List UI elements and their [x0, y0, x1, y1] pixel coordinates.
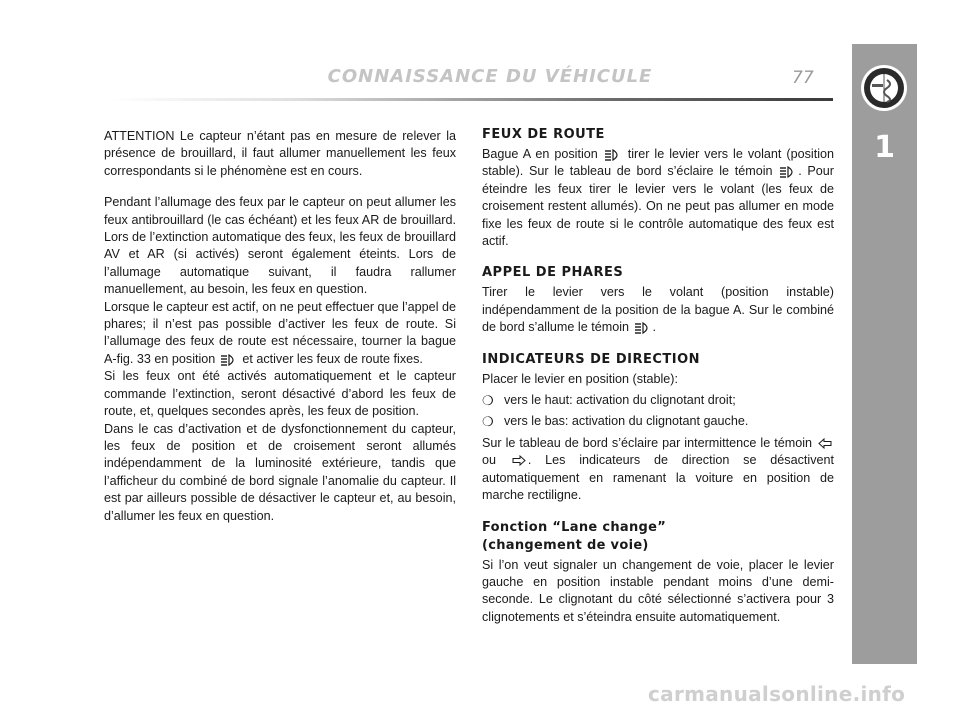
list-item — [482, 392, 834, 409]
header-divider — [110, 98, 833, 101]
turn-right-arrow-icon — [512, 455, 526, 466]
body-paragraph — [482, 146, 834, 250]
body-paragraph: Pendant l’allumage des feux par le capteur on peut allumer les feux antibrouillard (le cas échéant) et les feux AR de brouillard. Lors de l’extinction automatique des feux, les feux de brouillard AV et AR (si activés) seront également éteints. Lors de l’allumage automatique suivant, il faudra rallumer manuellement, au besoin, les feux en question. — [104, 195, 456, 297]
section-heading-appel-de-phares: APPEL DE PHARES — [482, 265, 624, 281]
high-beam-icon — [780, 166, 796, 178]
high-beam-icon — [635, 322, 651, 334]
alfa-romeo-logo — [860, 64, 908, 112]
section-heading-indicateurs: INDICATEURS DE DIRECTION — [482, 351, 701, 367]
heading-line: (changement de voie) — [482, 537, 649, 553]
text-fragment: tirer le levier vers le volant (position stable). Sur le tableau de bord s’éclaire le témoin — [482, 147, 835, 179]
right-column — [482, 126, 834, 640]
body-paragraph — [482, 284, 834, 336]
text-fragment: Bague A en position — [482, 147, 598, 161]
body-paragraph: Si les feux ont été activés automatiquement et le capteur commande l’extinction, seront désactivé d’abord les feux de route, et, quelques secondes après, les feux de position. — [104, 369, 456, 419]
text-fragment: Sur le tableau de bord s’éclaire par intermittence le témoin — [482, 435, 812, 450]
bullet-circle-icon: ❍ — [482, 414, 494, 430]
text-fragment: Tirer le levier vers le volant (position instable) indépendamment de la position de la bague A. Sur le combiné de bord s’allume le témoin — [482, 285, 834, 335]
text-fragment: ou — [482, 453, 497, 468]
high-beam-icon — [605, 149, 621, 161]
page-section-title: CONNAISSANCE DU VÉHICULE — [327, 66, 653, 87]
heading-line: Fonction “Lane change” — [482, 519, 667, 535]
body-paragraph: Placer le levier en position (stable): — [482, 371, 678, 386]
watermark: carmanualsonline.info — [648, 682, 906, 706]
list-item-text: vers le haut: activation du clignotant droit; — [504, 393, 736, 408]
text-fragment: . Les indicateurs de direction se désactivent automatiquement en ramenant la voiture en position de marche rectiligne. — [482, 453, 834, 503]
chapter-number: 1 — [874, 130, 895, 165]
turn-left-arrow-icon — [818, 438, 832, 449]
high-beam-icon — [221, 354, 237, 366]
attention-paragraph: ATTENTION Le capteur n’étant pas en mesure de relever la présence de brouillard, il faut allumer manuellement les feux correspondants si le phénomène est en cours. — [104, 129, 456, 178]
list-item-text: vers le bas: activation du clignotant gauche. — [504, 414, 749, 429]
text-fragment: . — [652, 320, 657, 335]
bullet-circle-icon: ❍ — [482, 393, 494, 409]
body-paragraph — [482, 435, 834, 505]
body-paragraph: Si l’on veut signaler un changement de voie, placer le levier gauche en position instable pendant moins d’une demi-seconde. Le clignotant du côté sélectionné s’activera pour 3 clignotements et s’éteindra ensuite automatiquement. — [482, 557, 834, 624]
page-number: 77 — [792, 68, 814, 88]
text-fragment: et activer les feux de route fixes. — [242, 351, 423, 366]
text-fragment: . Pour éteindre les feux tirer le levier vers le volant (les feux de croisement restent allumés). On ne peut pas allumer en mode fixe les feux de route si le contrôle automatique des feux est actif. — [482, 164, 834, 249]
text-fragment: Lorsque le capteur est actif, on ne peut effectuer que l’appel de phares; il n’est pas possible d’activer les feux de route. Si l’allumage des feux de route est nécessaire, tourner la bague A-fig. 33 en position — [104, 299, 456, 366]
body-paragraph — [104, 299, 456, 369]
list-item — [482, 413, 834, 430]
body-paragraph: Dans le cas d’activation et de dysfonctionnement du capteur, les feux de position et de croisement seront allumés indépendamment de la luminosité extérieure, tandis que l’afficheur du combiné de bord signale l’anomalie du capteur. Il est par ailleurs possible de désactiver le capteur et, au besoin, d’allumer les feux en question. — [104, 421, 456, 523]
left-column — [104, 128, 456, 525]
section-heading-lane-change — [482, 519, 834, 555]
section-heading-feux-de-route: FEUX DE ROUTE — [482, 127, 605, 142]
